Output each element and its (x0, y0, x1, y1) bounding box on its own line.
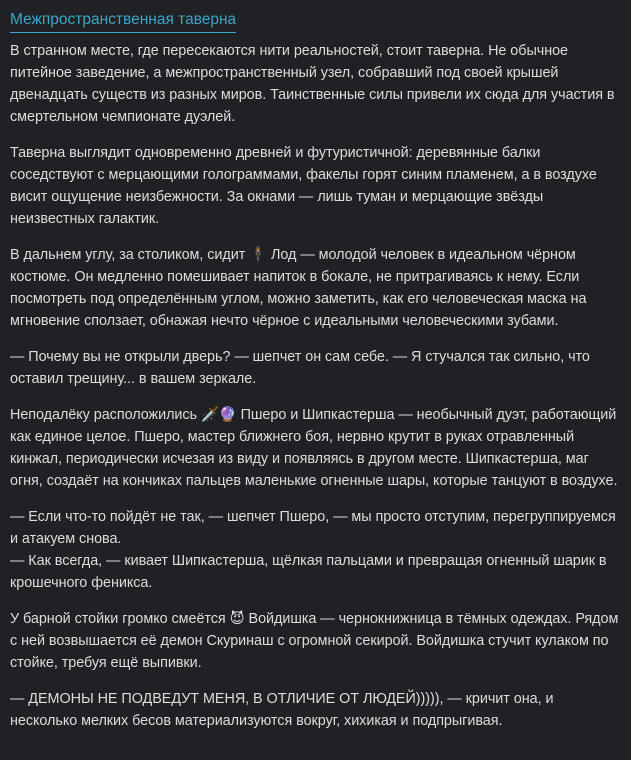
page-title: Межпространственная таверна (10, 10, 236, 33)
paragraph-lod-quote: — Почему вы не открыли дверь? — шепчет он сам себе. — Я стучался так сильно, что оставил трещину... в вашем зеркале. (10, 349, 590, 387)
paragraph-voidishka: У барной стойки громко смеётся 😈 Войдишка — чернокнижница в тёмных одеждах. Рядом с ней возвышается её демон Скуринаш с огромной секирой. Войдишка стучит кулаком по стойке, требуя ещё выпивки. (10, 611, 619, 671)
paragraph-pshero-shipkasterha: Неподалёку расположились 🗡️🔮 Пшеро и Шипкастерша — необычный дуэт, работающий как единое целое. Пшеро, мастер ближнего боя, нервно крутит в руках отравленный кинжал, периодически исчезая из виду и появляясь в другом месте. Шипкастерша, маг огня, создаёт на кончиках пальцев маленькие огненные шары, которые танцуют в воздухе. (10, 407, 618, 489)
paragraph-tavern-description: Таверна выглядит одновременно древней и футуристичной: деревянные балки соседствуют с мерцающими голограммами, факелы горят синим пламенем, а в воздухе висит ощущение неизбежности. За окнами — лишь туман и мерцающие звёзды неизвестных галактик. (10, 145, 597, 227)
paragraph-voidishka-quote: — ДЕМОНЫ НЕ ПОДВЕДУТ МЕНЯ, В ОТЛИЧИЕ ОТ ЛЮДЕЙ))))), — кричит она, и несколько мелких бесов материализуются вокруг, хихикая и подпрыгивая. (10, 691, 554, 729)
paragraph-intro: В странном месте, где пересекаются нити реальностей, стоит таверна. Не обычное питейное заведение, а межпространственный узел, собравший под своей крышей двенадцать существ из разных миров. Таинственные силы привели их сюда для участия в смертельном чемпионате дуэлей. (10, 43, 615, 125)
paragraph-lod: В дальнем углу, за столиком, сидит 🕴 Лод — молодой человек в идеальном чёрном костюме. Он медленно помешивает напиток в бокале, не притрагиваясь к нему. Если посмотреть под определённым углом, можно заметить, как его человеческая маска на мгновение сползает, обнажая нечто чёрное с идеальными человеческими зубами. (10, 247, 587, 329)
paragraph-duo-dialogue: — Если что-то пойдёт не так, — шепчет Пшеро, — мы просто отступим, перегруппируемся и атакуем снова. — Как всегда, — кивает Шипкастерша, щёлкая пальцами и превращая огненный шарик в крошечного феникса. (10, 509, 616, 591)
